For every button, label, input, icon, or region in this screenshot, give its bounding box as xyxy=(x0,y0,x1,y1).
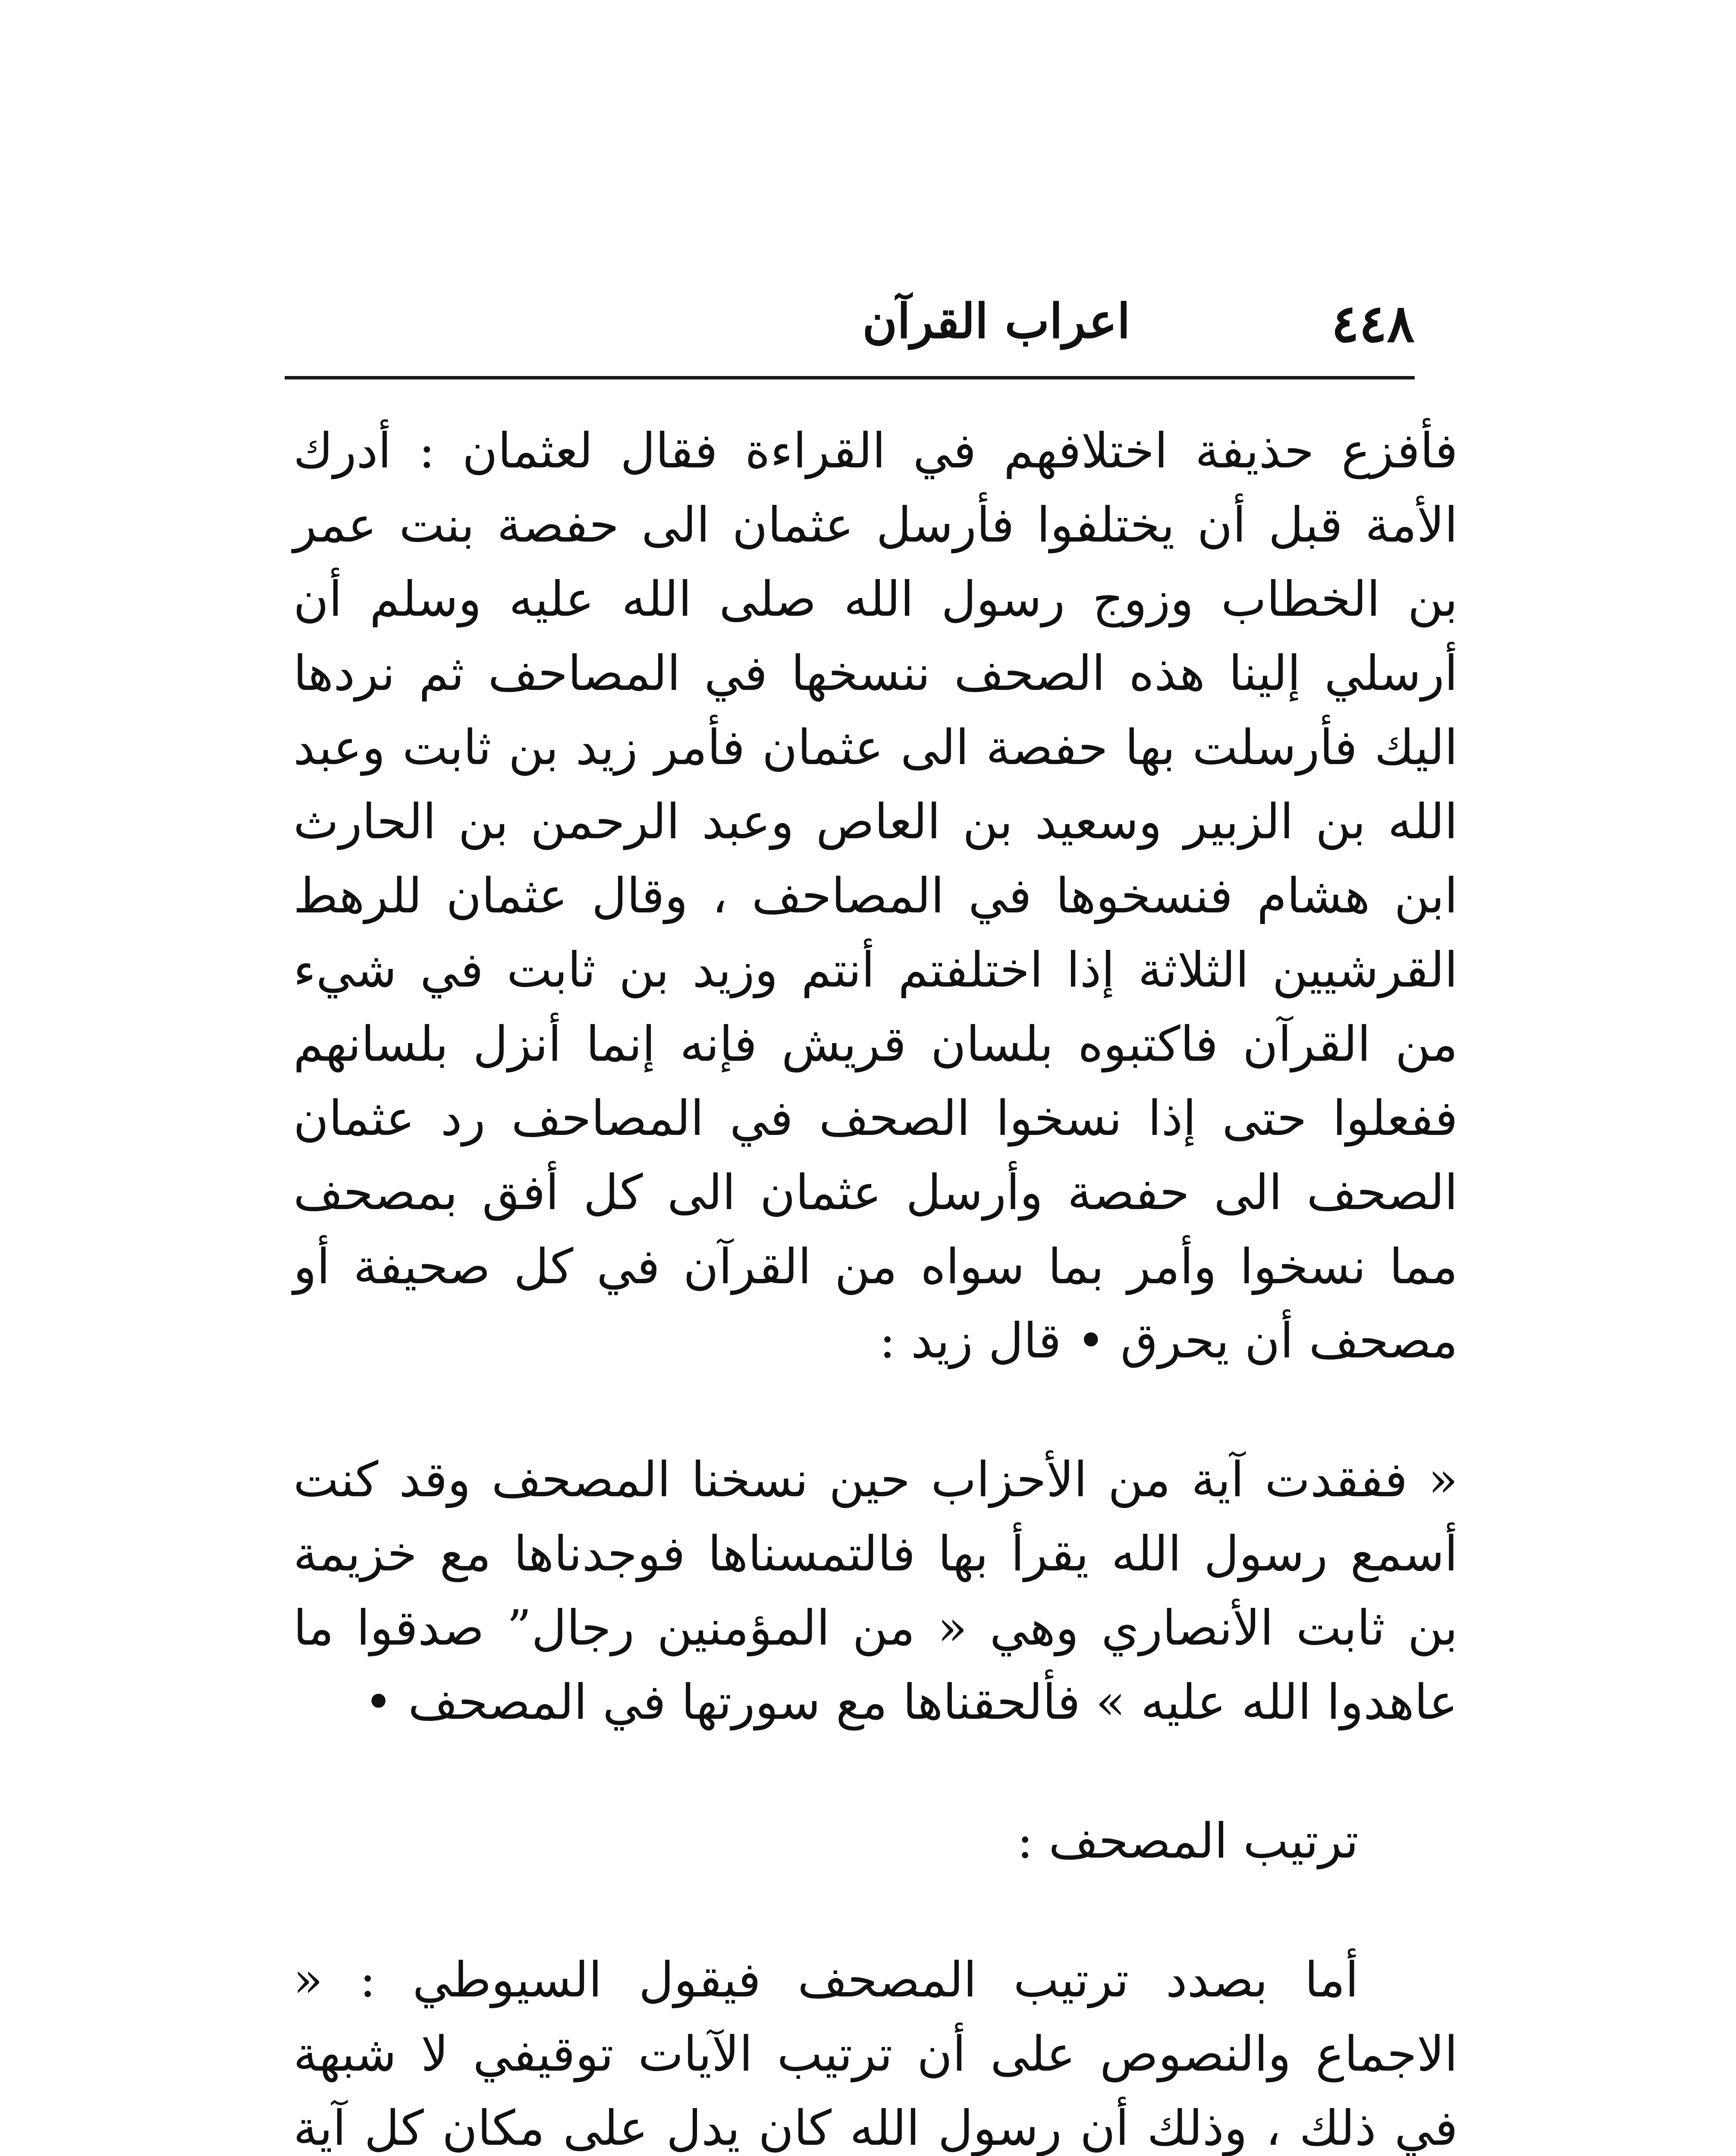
running-title: اعراب القرآن xyxy=(862,293,1130,349)
page-number: ٤٤٨ xyxy=(1331,293,1415,354)
page-body xyxy=(293,414,1458,2156)
section-subheading: ترتيب المصحف : xyxy=(1017,1813,1359,1869)
quoted-passage: « ففقدت آية من الأحزاب حين نسخنا المصحف وقد كنت أسمع رسول الله يقرأ بها فالتمسناها فوجدناها مع خزيمة بن ثابت الأنصاري وهي « من المؤمنين رجال” صدقوا ما عاهدوا الله عليه » فألحقناها مع سورتها في المصحف • xyxy=(293,1452,1458,1730)
paragraph: فأفزع حذيفة اختلافهم في القراءة فقال لعثمان : أدرك الأمة قبل أن يختلفوا فأرسل عثمان الى حفصة بنت عمر بن الخطاب وزوج رسول الله صلى الله عليه وسلم أن أرسلي إلينا هذه الصحف ننسخها في المصاحف ثم نردها اليك فأرسلت بها حفصة الى عثمان فأمر زيد بن ثابت وعبد الله بن الزبير وسعيد بن العاص وعبد الرحمن بن الحارث ابن هشام فنسخوها في المصاحف ، وقال عثمان للرهط القرشيين الثلاثة إذا اختلفتم أنتم وزيد بن ثابت في شيء من القرآن فاكتبوه بلسان قريش فإنه إنما أنزل بلسانهم ففعلوا حتى إذا نسخوا الصحف في المصاحف رد عثمان الصحف الى حفصة وأرسل عثمان الى كل أفق بمصحف مما نسخوا وأمر بما سواه من القرآن في كل صحيفة أو مصحف أن يحرق • قال زيد : xyxy=(293,423,1458,1369)
header-rule xyxy=(285,376,1415,379)
page-header xyxy=(285,259,1415,362)
paragraph: أما بصدد ترتيب المصحف فيقول السيوطي : « الاجماع والنصوص على أن ترتيب الآيات توقيفي لا شبهة في ذلك ، وذلك أن رسول الله كان يدل على مكان كل آية xyxy=(293,1952,1458,2156)
